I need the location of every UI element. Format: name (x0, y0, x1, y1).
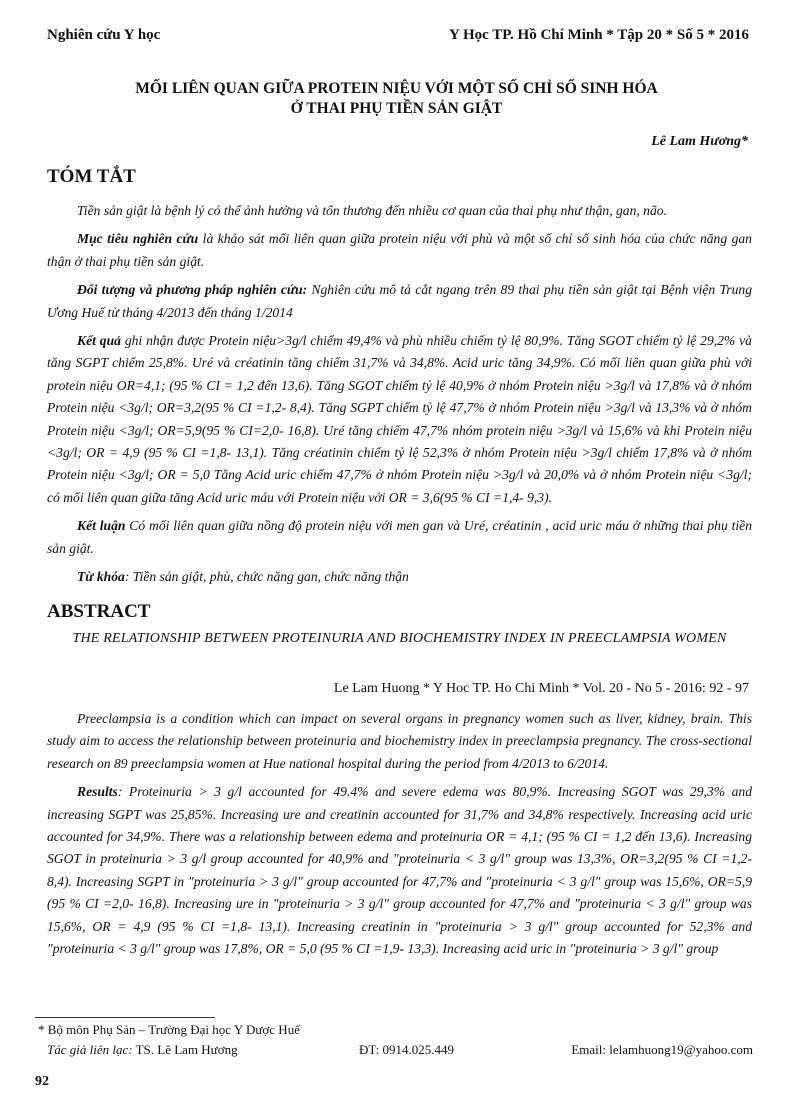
abstract-results (47, 781, 752, 960)
summary-conclusion (47, 515, 752, 560)
article-title-line-1: MỐI LIÊN QUAN GIỮA PROTEIN NIỆU VỚI MỘT SỐ CHỈ SỐ SINH HÓA (135, 80, 658, 97)
abstract-title: THE RELATIONSHIP BETWEEN PROTEINURIA AND BIOCHEMISTRY INDEX IN PREECLAMPSIA WOMEN (72, 631, 727, 646)
results-text: ghi nhận được Protein niệu>3g/l chiếm 49,4% và phù nhiều chiếm tỷ lệ 80,9%. Tăng SGOT chiếm tỷ lệ 29,2% và tăng SGPT chiếm 25,8%. Uré và créatinin tăng chiếm 31,7% và 34,8%. Acid uric tăng 34,9%. Có mối liên quan giữa phù với protein niệu OR=4,1; (95 % CI = 1,2 đến 13,6). Tăng SGOT chiếm tỷ lệ 40,9% ở nhóm Protein niệu >3g/l và 17,8% và ở nhóm Protein niệu <3g/l; OR=3,2(95 % CI =1,2- 8,4). Tăng SGPT chiếm tỷ lệ 47,7% ở nhóm Protein niệu >3g/l và 13,3% và ở nhóm Protein niệu <3g/l; OR=5,9(95 % CI=2,0- 16,8). Uré tăng chiếm 47,7% nhóm protein niệu >3g/l và 15,6% và khi Protein niệu <3g/l; OR = 4,9 (95 % CI =1,8- 13,1). Tăng créatinin chiếm tỷ lệ 52,3% ở nhóm Protein niệu >3g/l chiếm 17,8% và ở nhóm Protein niệu <3g/l; OR = 5,0 Tăng Acid uric chiếm 47,7% ở nhóm Protein niệu >3g/l và 20,0% và ở nhóm Protein niệu <3g/l; có mối liên quan giữa tăng Acid uric máu với Protein niệu với OR = 3,6(95 % CI =1,4- 9,3). (47, 333, 752, 505)
abstract-heading: ABSTRACT (47, 601, 151, 622)
contact-name: TS. Lê Lam Hương (132, 1042, 238, 1057)
objective-text: là khảo sát mối liên quan giữa protein niệu với phù và một số chỉ số sinh hóa của chức năng gan thận ở thai phụ tiền sản giật. (47, 231, 752, 269)
author-name: Lê Lam Hương* (651, 134, 748, 149)
summary-intro: Tiền sản giật là bệnh lý có thể ảnh hưởng và tổn thương đến nhiều cơ quan của thai phụ như thận, gan, não. (77, 203, 667, 218)
page-number: 92 (35, 1074, 49, 1089)
summary-keywords (47, 566, 752, 588)
summary-objective (47, 228, 752, 273)
abstract-paragraph-1: Preeclampsia is a condition which can impact on several organs in pregnancy women such as liver, kidney, brain. This study aim to access the relationship between proteinuria and biochemistry index in preeclampsia pregnancy. The cross-sectional research on 89 preeclampsia women at Hue national hospital during the period from 4/2013 to 6/2014. (47, 711, 752, 771)
journal-issue-header: Y Học TP. Hồ Chí Minh * Tập 20 * Số 5 * 2016 (448, 27, 749, 43)
footnote-divider (35, 1017, 215, 1018)
contact-phone: ĐT: 0914.025.449 (359, 1042, 455, 1057)
article-title (60, 79, 733, 119)
methods-label: Đối tượng và phương pháp nghiên cứu: (77, 282, 308, 298)
results-label: Kết quả (77, 333, 121, 349)
abstract-body (47, 708, 752, 966)
summary-methods (47, 279, 752, 324)
summary-heading: TÓM TẮT (47, 166, 136, 187)
conclusion-label: Kết luận (77, 518, 126, 534)
article-title-line-2: Ở THAI PHỤ TIỀN SẢN GIẬT (290, 100, 503, 117)
keywords-text: : Tiền sản giật, phù, chức năng gan, chức năng thận (124, 569, 409, 585)
summary-results (47, 330, 752, 509)
footnote-contact (47, 1042, 753, 1058)
objective-label: Mục tiêu nghiên cứu (77, 231, 199, 247)
summary-body (47, 200, 752, 595)
footnote-affiliation: * Bộ môn Phụ Sản – Trường Đại học Y Dược Huế (38, 1022, 300, 1037)
conclusion-text: Có mối liên quan giữa nồng độ protein niệu với men gan và Uré, créatinin , acid uric máu ở những thai phụ tiền sản giật. (47, 518, 752, 556)
citation-line: Le Lam Huong * Y Hoc TP. Ho Chi Minh * Vol. 20 - No 5 - 2016: 92 - 97 (333, 681, 749, 696)
methods-text: Nghiên cứu mô tả cắt ngang trên 89 thai phụ tiền sản giật tại Bệnh viện Trung Ương Huế từ tháng 4/2013 đến tháng 1/2014 (47, 282, 752, 320)
keywords-label: Từ khóa (77, 569, 125, 585)
abstract-results-text: : Proteinuria > 3 g/l accounted for 49.4% and severe edema was 80,9%. Increasing SGOT was 29,3% and increasing SGPT was 25,85%. Increasing ure and creatinin accounted for 31,7% and 34,8% respectively. Increasing acid uric accounted for 34,9%. There was a relationship between edema and proteinuria OR = 4,1; (95 % CI = 1,2 đến 13,6). Increasing SGOT in proteinuria > 3 g/l group accounted for 40,9% and "proteinuria < 3 g/l" group was 13,3%, OR=3,2(95 % CI =1,2- 8,4). Increasing SGPT in "proteinuria > 3 g/l" group accounted for 47,7% and "proteinuria < 3 g/l" group was 15,6%, OR=5,9 (95 % CI =2,0- 16,8). Increasing ure in "proteinuria > 3 g/l" group accounted for 47,7% and "proteinuria < 3 g/l" group was 15,6%, OR = 4,9 (95 % CI =1,8- 13,1). Increasing creatinin in "proteinuria > 3 g/l" group accounted for 52,3% and "proteinuria < 3 g/l" group was 17,8%, OR = 5,0 (95 % CI =1,9- 13,3). Increasing acid uric in "proteinuria > 3 g/l" group (47, 784, 752, 957)
contact-email: Email: lelamhuong19@yahoo.com (571, 1042, 753, 1057)
journal-section-header: Nghiên cứu Y học (47, 27, 161, 43)
abstract-results-label: Results (77, 784, 118, 800)
contact-label: Tác giả liên lạc: (47, 1042, 133, 1057)
